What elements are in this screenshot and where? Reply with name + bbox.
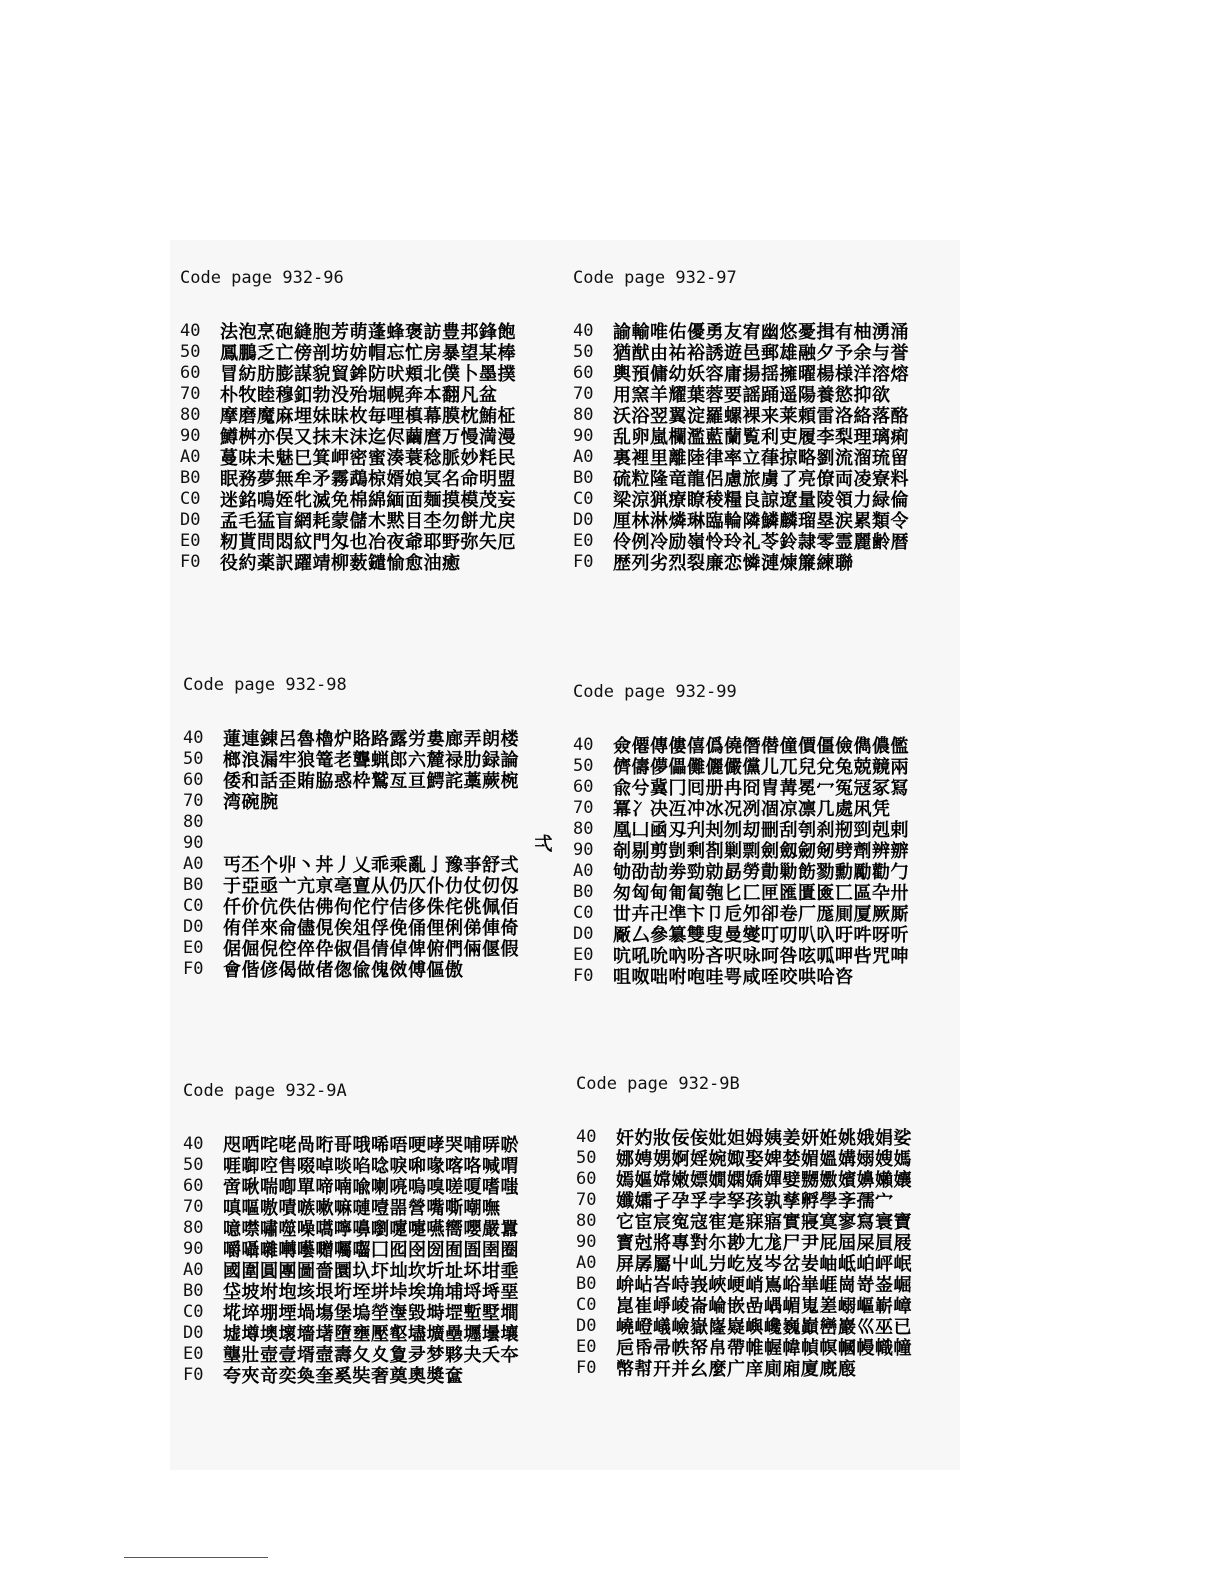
row-label: F0 [573, 965, 594, 986]
row-glyphs: 劬劭劼劵勁勍勗勞勣勦飭勠勳勵勸勹 [613, 861, 909, 883]
row-label: C0 [573, 902, 594, 923]
row-glyphs: 仟价伉佚估佛佝佗佇佶侈侏侘佻佩佰 [223, 896, 519, 918]
row-label: A0 [573, 860, 594, 881]
row-glyphs: 輿預傭幼妖容庸揚揺擁曜楊様洋溶熔 [613, 363, 909, 385]
row-label: 80 [183, 1217, 204, 1238]
row-glyphs: 國圍圓團圖嗇圜圦圷圸坎圻址坏坩埀 [223, 1260, 519, 1282]
row-label: 50 [573, 341, 594, 362]
row-label: 60 [183, 769, 204, 790]
row-glyphs: 它宦宸寃寇寉寔寐寤實寢寞寥寫寰寶 [616, 1211, 912, 1233]
row-label: A0 [576, 1252, 597, 1273]
row-label: E0 [183, 1343, 204, 1364]
row-label: 80 [573, 818, 594, 839]
row-label: E0 [183, 937, 204, 958]
row-label: 40 [183, 727, 204, 748]
row-glyphs: 倨倔倪倥倅伜俶倡倩倬俾俯們倆偃假 [223, 938, 519, 960]
glyph-table [183, 727, 553, 979]
row-glyphs: 凰凵凾刄刋刔刎刧刪刮刳刹剏剄剋剌 [613, 819, 909, 841]
row-label: 90 [180, 425, 201, 446]
row-glyphs: 埖埣堋堙堝塲堡塢塋塰毀塒堽塹墅墹 [223, 1302, 519, 1324]
row-label: 40 [573, 320, 594, 341]
row-label: F0 [183, 1364, 204, 1385]
row-glyphs: 咀呶咄咐咆哇咢咸咥咬哄哈咨 [613, 966, 854, 988]
row-glyphs: 鳳鵬乏亡傍剖坊妨帽忘忙房暴望某棒 [220, 342, 516, 364]
table-row [183, 958, 553, 979]
row-glyphs: 冒紡肪膨謀貌貿鉾防吠頬北僕卜墨撲 [220, 363, 516, 385]
code-page-title: Code page 932-9B [576, 1074, 740, 1094]
row-label: C0 [576, 1294, 597, 1315]
row-label: 40 [180, 320, 201, 341]
row-label: E0 [573, 944, 594, 965]
row-label: B0 [180, 467, 201, 488]
code-page-title: Code page 932-99 [573, 682, 737, 702]
row-label: E0 [180, 530, 201, 551]
row-glyphs: 侑佯來侖儘俔俟俎俘俛俑俚俐俤俥倚 [223, 917, 519, 939]
row-label: 70 [573, 383, 594, 404]
row-glyphs: 厰厶參簒雙叟曼燮叮叨叭叺吁吽呀听 [613, 924, 909, 946]
code-page-block-98 [183, 675, 553, 979]
row-glyphs: 嗔嘔嗷嘖嗾嗽嘛嗹噎噐營嘴嘶嘲嘸 [223, 1197, 501, 1219]
row-label: C0 [180, 488, 201, 509]
table-row [576, 1357, 946, 1378]
code-page-block-9b [576, 1074, 946, 1378]
row-glyphs: 嚼囁囃囀囈囎囑囓囗囮囹圀囿圄圉圈 [223, 1239, 519, 1261]
row-label: D0 [183, 916, 204, 937]
row-label: 90 [183, 832, 204, 853]
row-glyphs: 儕儔儚儡儺儷儼儻儿兀兒兌兔兢竸兩 [613, 756, 909, 778]
row-glyphs: 娜娉娚婀婬婉娵娶婢婪媚媼媾嫋嫂媽 [616, 1148, 912, 1170]
row-label: 50 [180, 341, 201, 362]
row-glyphs: 沃浴翌翼淀羅螺裸来莱頼雷洛絡落酪 [613, 405, 909, 427]
row-label: 90 [576, 1231, 597, 1252]
row-glyphs: 嫣嫗嫦嫩嫖嫺嫻嬌嬋嬖嬲嫐嬪嬶嬾孃 [616, 1169, 912, 1191]
row-label: 70 [576, 1189, 597, 1210]
row-label: 50 [576, 1147, 597, 1168]
row-glyphs: 于亞亟亠亢亰亳亶从仍仄仆仂仗仞仭 [223, 875, 519, 897]
row-label: 40 [576, 1126, 597, 1147]
row-glyphs: 峅岾峇峙峩峽峺峭嶌峪崋崕崗嵜崟崛 [616, 1274, 912, 1296]
row-glyphs: 硫粒隆竜龍侶慮旅虜了亮僚両凌寮料 [613, 468, 909, 490]
row-glyphs: 朴牧睦穆釦勃没殆堀幌奔本翻凡盆 [220, 384, 498, 406]
row-label: 80 [183, 811, 204, 832]
row-label: B0 [573, 881, 594, 902]
row-glyphs: 湾碗腕 [223, 791, 279, 813]
row-glyphs: 伶例冷励嶺怜玲礼苓鈴隷零霊麗齢暦 [613, 531, 909, 553]
glyph-table [573, 734, 943, 986]
row-label: 70 [573, 797, 594, 818]
table-row [183, 790, 553, 811]
code-page-title: Code page 932-9A [183, 1081, 347, 1101]
row-glyphs: 啀啣啌售啜啅啖啗唸唳啝喙喀咯喊喟 [223, 1155, 519, 1177]
row-glyphs: 諭輸唯佑優勇友宥幽悠憂揖有柚湧涌 [613, 321, 909, 343]
row-label: D0 [576, 1315, 597, 1336]
row-glyphs: 摩磨魔麻埋妹昧枚毎哩槙幕膜枕鮪柾 [220, 405, 516, 427]
row-label: D0 [573, 923, 594, 944]
row-glyphs: 冪冫决冱冲冰况冽凅凉凛几處凩凭 [613, 798, 891, 820]
table-row [180, 551, 550, 572]
row-glyphs: 蓮連錬呂魯櫓炉賂路露労婁廊弄朗楼 [223, 728, 519, 750]
row-glyphs: 丗卉卍凖卞卩卮夘卻卷厂厖厠厦厥厮 [613, 903, 909, 925]
row-label: F0 [180, 551, 201, 572]
row-label: D0 [573, 509, 594, 530]
row-label: 70 [183, 790, 204, 811]
row-label: 80 [180, 404, 201, 425]
row-glyphs: 厘林淋燐琳臨輪隣鱗麟瑠塁涙累類令 [613, 510, 909, 532]
row-glyphs: 巵帋帚帙帑帛帶帷幄幃幀幎幗幔幟幢 [616, 1337, 912, 1359]
row-glyphs: 梁涼猟療瞭稜糧良諒遼量陵領力緑倫 [613, 489, 909, 511]
row-label: B0 [573, 467, 594, 488]
row-label: 60 [573, 362, 594, 383]
row-glyphs: 屏孱屬屮乢屶屹岌岑岔妛岫岻岶岼岷 [616, 1253, 912, 1275]
row-label: 90 [573, 425, 594, 446]
table-row [183, 1364, 553, 1385]
row-label: F0 [573, 551, 594, 572]
row-glyphs: 弌 [426, 833, 553, 855]
row-glyphs: 孅孀孑孕孚孛孥孩孰孳孵學斈孺宀 [616, 1190, 894, 1212]
row-glyphs: 歴列劣烈裂廉恋憐漣煉簾練聯 [613, 552, 854, 574]
footnote-divider [124, 1557, 268, 1558]
row-glyphs: 崑崔崢崚崙崘嵌嵒嵎嵋嵬嵳嵶嶇嶄嶂 [616, 1295, 912, 1317]
row-glyphs: 奸妁妝佞侫妣妲姆姨姜妍姙姚娥娟娑 [616, 1127, 912, 1149]
row-label: F0 [183, 958, 204, 979]
glyph-table [576, 1126, 946, 1378]
row-glyphs: 用窯羊耀葉蓉要謡踊遥陽養慾抑欲 [613, 384, 891, 406]
row-label: 50 [183, 748, 204, 769]
row-label: 40 [183, 1133, 204, 1154]
row-glyphs: 孟毛猛盲網耗蒙儲木黙目杢勿餅尤戻 [220, 510, 516, 532]
row-glyphs: 倭和話歪賄脇惑枠鷲亙亘鰐詫藁蕨椀 [223, 770, 519, 792]
glyph-table [573, 320, 943, 572]
glyph-table [183, 1133, 553, 1385]
row-glyphs: 蔓味未魅巳箕岬密蜜湊蓑稔脈妙粍民 [220, 447, 516, 469]
code-page-block-9a [183, 1081, 553, 1385]
code-page-title: Code page 932-98 [183, 675, 347, 695]
row-label: 70 [180, 383, 201, 404]
row-label: A0 [183, 853, 204, 874]
row-label: 80 [573, 404, 594, 425]
row-glyphs: 夸夾竒奕奐奎奚奘奢奠奧奬奩 [223, 1365, 464, 1387]
row-glyphs: 兪兮冀冂囘册冉冏冑冓冕冖冤冦冢冩 [613, 777, 909, 799]
row-label: 40 [573, 734, 594, 755]
row-glyphs: 僉僊傳僂僖僞僥僭僣僮價僵儉儁儂儖 [613, 735, 909, 757]
row-glyphs: 啻啾喘喞單啼喃喩喇喨嗚嗅嗟嗄嗜嗤 [223, 1176, 519, 1198]
row-label: 60 [576, 1168, 597, 1189]
row-label: A0 [573, 446, 594, 467]
row-glyphs: 寳尅將專對尓尠尢尨尸尹屁屆屎屓屐 [616, 1232, 912, 1254]
row-label: 70 [183, 1196, 204, 1217]
row-label: 60 [180, 362, 201, 383]
row-glyphs: 墟墫墺壞墻墸墮壅壓壑壗壙壘壥壜壤 [223, 1323, 519, 1345]
row-glyphs: 法泡烹砲縫胞芳萌蓬蜂褒訪豊邦鋒飽 [220, 321, 516, 343]
row-label: D0 [183, 1322, 204, 1343]
row-label: C0 [183, 1301, 204, 1322]
row-glyphs: 眠務夢無牟矛霧鵡椋婿娘冥名命明盟 [220, 468, 516, 490]
row-glyphs: 乱卵嵐欄濫藍蘭覧利吏履李梨理璃痢 [613, 426, 909, 448]
row-label: 50 [573, 755, 594, 776]
row-label: B0 [183, 1280, 204, 1301]
row-label: 80 [576, 1210, 597, 1231]
code-page-block-97 [573, 268, 943, 572]
glyph-table [180, 320, 550, 572]
row-label: 50 [183, 1154, 204, 1175]
table-row [573, 551, 943, 572]
row-label: E0 [576, 1336, 597, 1357]
row-label: 60 [573, 776, 594, 797]
table-row [573, 965, 943, 986]
row-glyphs: 會偕偐偈做偖偬偸傀傚傅傴傲 [223, 959, 464, 981]
row-label: F0 [576, 1357, 597, 1378]
row-glyphs: 鱒桝亦俣又抹末沫迄侭繭麿万慢満漫 [220, 426, 516, 448]
row-glyphs: 剞剔剪剴剩剳剿剽劍劔劒剱劈劑辨辧 [613, 840, 909, 862]
row-glyphs: 猶猷由祐裕誘遊邑郵雄融夕予余与誉 [613, 342, 909, 364]
code-page-block-99 [573, 682, 943, 986]
row-glyphs: 裏裡里離陸律率立葎掠略劉流溜琉留 [613, 447, 909, 469]
row-glyphs: 榔浪漏牢狼篭老聾蝋郎六麓禄肋録論 [223, 749, 519, 771]
row-glyphs: 役約薬訳躍靖柳薮鑓愉愈油癒 [220, 552, 461, 574]
row-glyphs: 匆匈甸匍匐匏匕匚匣匯匱匳匸區卆卅 [613, 882, 909, 904]
row-glyphs: 咫哂咤咾咼哘哥哦唏唔哽哮哭哺哢唹 [223, 1134, 519, 1156]
row-glyphs: 壟壯壺壹壻壼壽夂夊夐夛梦夥夬夭夲 [223, 1344, 519, 1366]
row-glyphs: 噫噤嘯噬噪嚆嚀嚊嚠嚔嚏嚥嚮嚶嚴囂 [223, 1218, 519, 1240]
row-label: A0 [183, 1259, 204, 1280]
row-label: D0 [180, 509, 201, 530]
row-glyphs: 丐丕个丱丶丼丿乂乖乘亂亅豫亊舒弍 [223, 854, 519, 876]
row-label: 90 [183, 1238, 204, 1259]
row-label: B0 [576, 1273, 597, 1294]
row-glyphs: 籾貰問悶紋門匁也冶夜爺耶野弥矢厄 [220, 531, 516, 553]
row-label: 60 [183, 1175, 204, 1196]
row-label: C0 [573, 488, 594, 509]
row-label: 90 [573, 839, 594, 860]
row-glyphs: 幤幇幵并幺麼广庠廁廂廈廐廏 [616, 1358, 857, 1380]
row-label: E0 [573, 530, 594, 551]
code-page-title: Code page 932-97 [573, 268, 737, 288]
row-glyphs: 吭吼吮吶吩吝呎咏呵咎呟呱呷呰咒呻 [613, 945, 909, 967]
row-label: A0 [180, 446, 201, 467]
row-glyphs: 迷銘鳴姪牝滅免棉綿緬面麺摸模茂妄 [220, 489, 516, 511]
row-glyphs: 垈坡坿垉垓垠垳垤垪垰埃埆埔埒埓堊 [223, 1281, 519, 1303]
row-label: B0 [183, 874, 204, 895]
row-label: C0 [183, 895, 204, 916]
code-page-block-96 [180, 268, 550, 572]
code-page-title: Code page 932-96 [180, 268, 344, 288]
row-glyphs: 嶢嶝嶬嶮嶽嶐嶷嶼巉巍巓巒巖巛巫已 [616, 1316, 912, 1338]
